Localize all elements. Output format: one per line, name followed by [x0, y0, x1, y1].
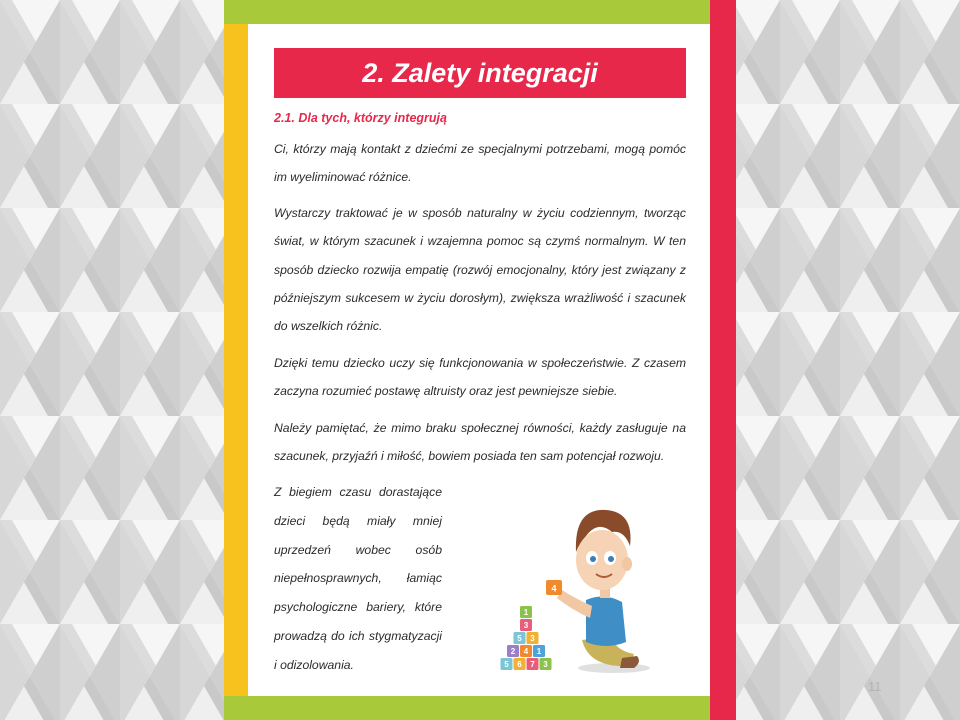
number-block-digit: 1 [523, 608, 529, 617]
document-page [224, 0, 736, 720]
number-block-digit: 7 [530, 660, 535, 669]
number-block-digit: 5 [517, 634, 522, 643]
boy-with-blocks-illustration [494, 490, 654, 680]
number-block-digit: 3 [530, 634, 535, 643]
paragraph-3: Dzięki temu dziecko uczy się funkcjonowania w społeczeństwie. Z czasem zaczyna rozumieć postawę altruisty oraz jest pewniejsze siebie. [274, 356, 686, 399]
bottom-lime-bar [224, 696, 736, 720]
number-blocks-tower [501, 606, 552, 670]
boy-shirt [586, 596, 626, 646]
title-banner [274, 48, 686, 98]
number-block-digit: 5 [504, 660, 509, 669]
paragraph-4: Należy pamiętać, że mimo braku społecznej równości, każdy zasługuje na szacunek, przyjaźń i miłość, bowiem posiada ten sam potencjał rozwoju. [274, 421, 686, 464]
boy-head [576, 530, 628, 590]
top-lime-bar [224, 0, 736, 24]
side-paragraph: Z biegiem czasu dorastające dzieci będą miały mniej uprzedzeń wobec osób niepełnosprawnych, łamiąc psychologiczne bariery, które prowadzą do ich stygmatyzacji i odizolowania. [274, 485, 442, 672]
number-block-digit: 1 [536, 647, 542, 656]
section-subtitle: 2.1. Dla tych, którzy integrują [274, 111, 447, 125]
number-block-digit: 6 [517, 660, 522, 669]
page-title: 2. Zalety integracji [362, 57, 598, 88]
slide-number: 11 [868, 679, 882, 694]
number-block-digit: 3 [543, 660, 548, 669]
paragraph-2: Wystarczy traktować je w sposób naturalny w życiu codziennym, tworząc świat, w którym szacunek i wzajemna pomoc są czymś normalnym. W ten sposób dziecko rozwija empatię (rozwój emocjonalny, który jest związany z późniejszym sukcesem w życiu dorosłym), zwiększa wrażliwość i szacunek do wszelkich różnic. [274, 206, 686, 334]
number-block-digit: 2 [510, 647, 516, 656]
paragraph-1: Ci, którzy mają kontakt z dziećmi ze specjalnymi potrzebami, mogą pomóc im wyeliminować różnice. [274, 142, 686, 185]
number-block-digit: 3 [523, 621, 529, 630]
left-yellow-bar [224, 24, 248, 696]
number-block-digit: 4 [523, 647, 529, 656]
right-red-bar [710, 0, 736, 720]
held-block-digit: 4 [551, 583, 557, 594]
boy-arm [557, 590, 592, 618]
